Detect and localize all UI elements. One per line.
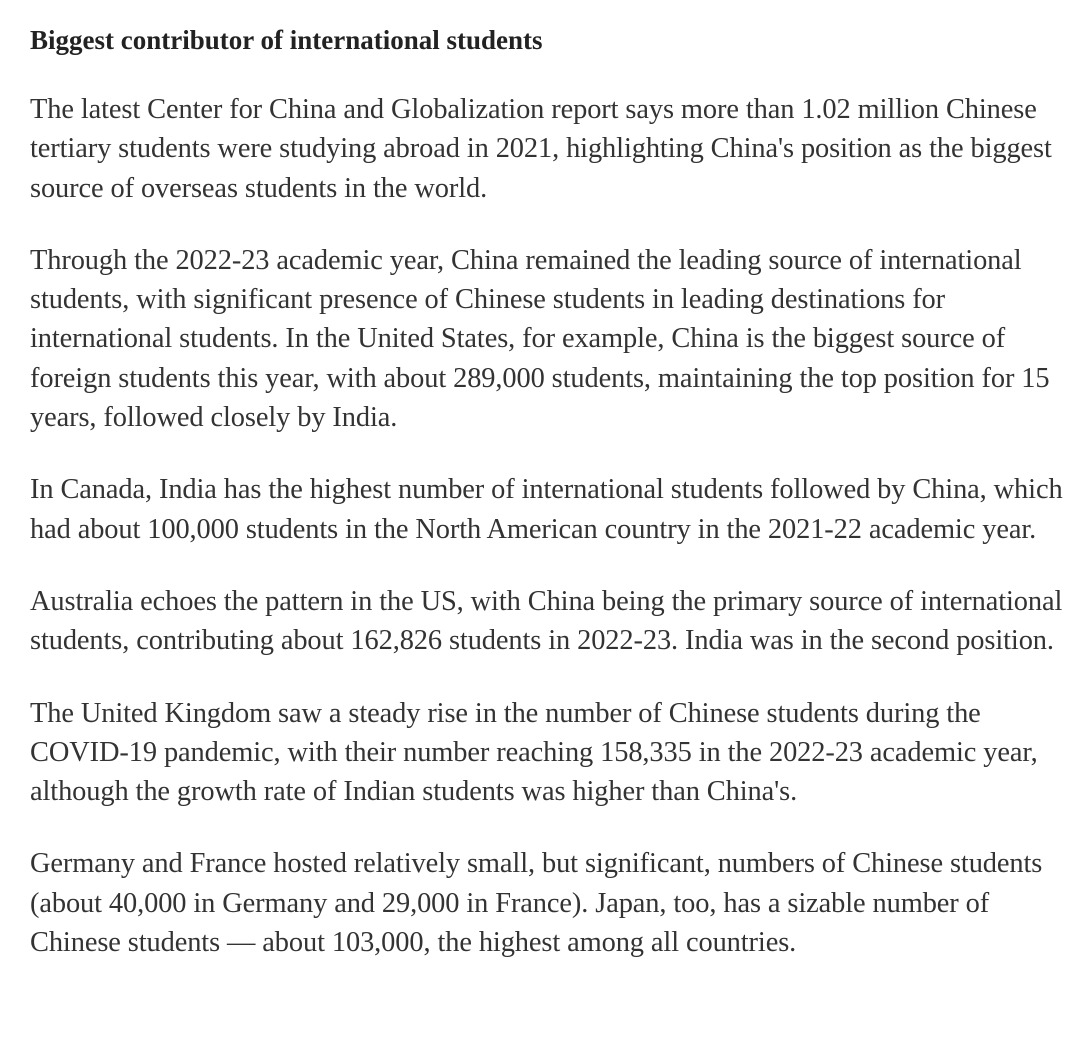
paragraph-canada: In Canada, India has the highest number of international students followed by China, which had about 100,000 students in the North American country in the 2021-22 academic year. (30, 474, 1063, 545)
paragraph-united-states: Through the 2022-23 academic year, China remained the leading source of international students, with significant presence of Chinese students in leading destinations for international students. In the United States, for example, China is the biggest source of foreign students this year, with about 289,000 students, maintaining the top position for 15 years, followed closely by India. (30, 244, 1050, 434)
paragraph-germany-france-japan: Germany and France hosted relatively small, but significant, numbers of Chinese students (about 40,000 in Germany and 29,000 in France). Japan, too, has a sizable number of Chinese students — about 103,000, the highest among all countries. (30, 848, 1043, 959)
paragraph-china-globalization-report: The latest Center for China and Globalization report says more than 1.02 million Chinese tertiary students were studying abroad in 2021, highlighting China's position as the biggest source of overseas students in the world. (30, 94, 1052, 204)
paragraph-united-kingdom: The United Kingdom saw a steady rise in the number of Chinese students during the COVID-19 pandemic, with their number reaching 158,335 in the 2022-23 academic year, although the growth rate of Indian students was higher than China's. (30, 697, 1038, 808)
section-heading: Biggest contributor of international students (30, 25, 543, 55)
paragraph-australia: Australia echoes the pattern in the US, with China being the primary source of international students, contributing about 162,826 students in 2022-23. India was in the second position. (30, 585, 1063, 657)
